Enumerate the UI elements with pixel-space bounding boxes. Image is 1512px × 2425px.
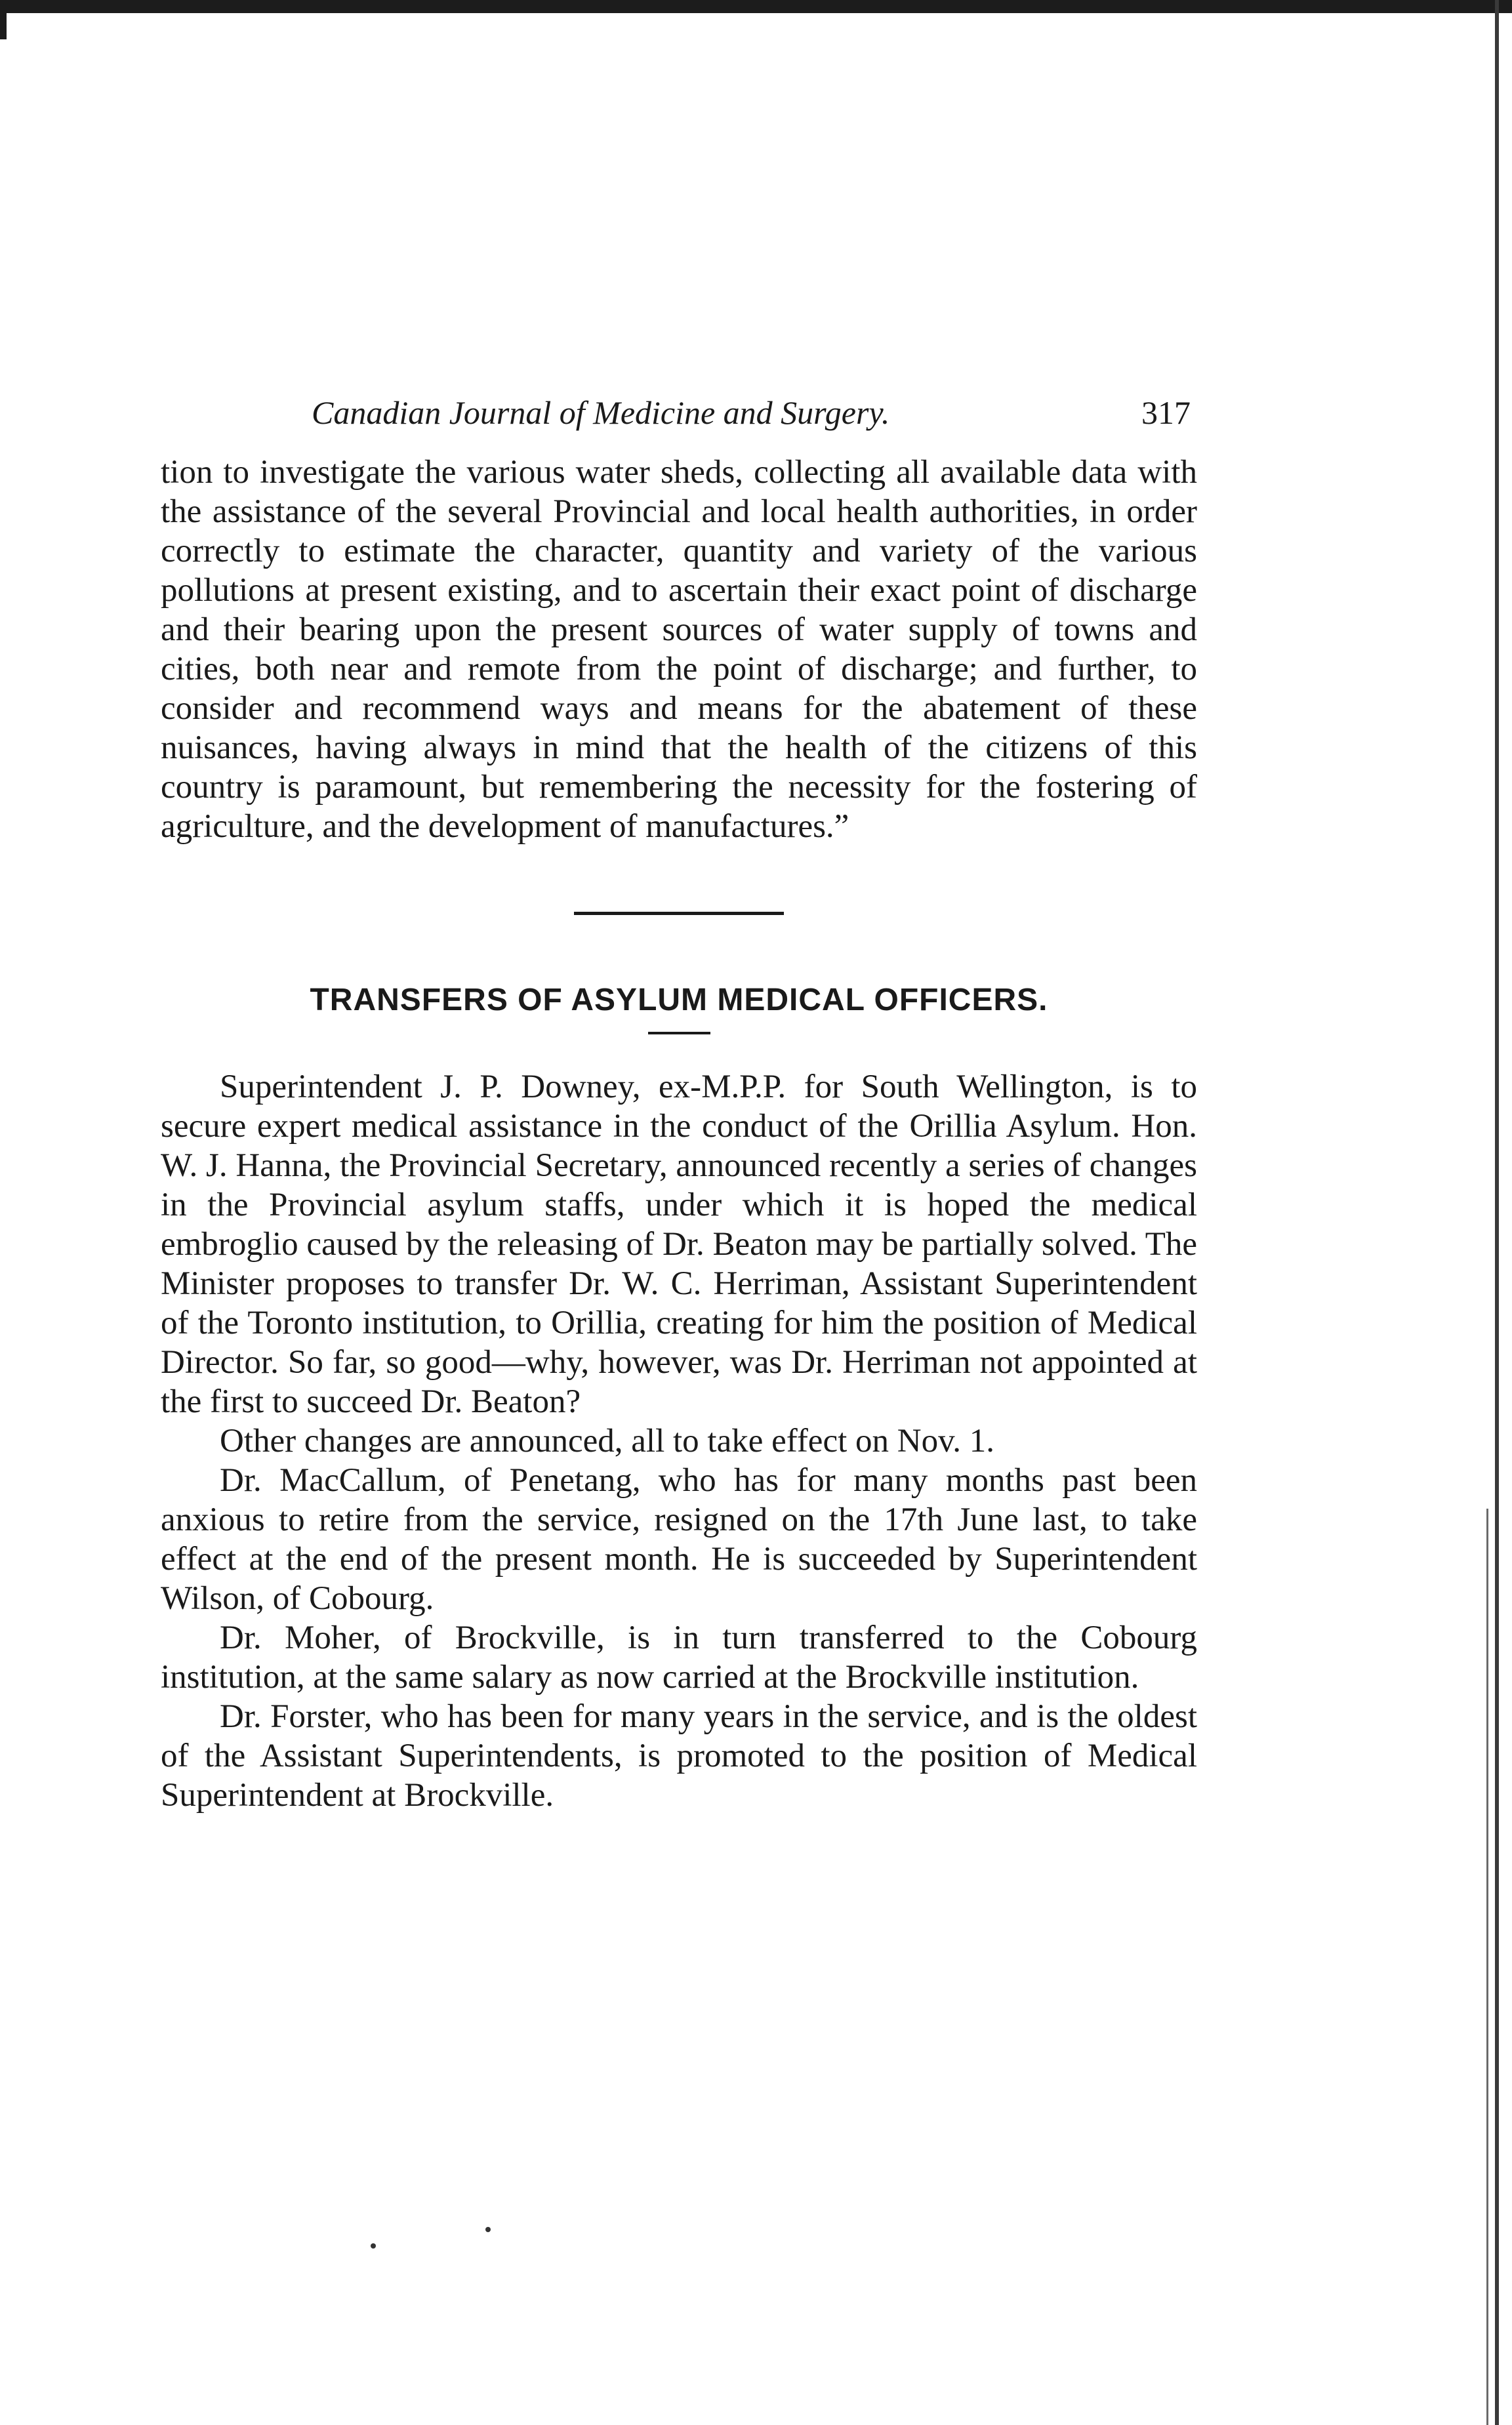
scan-border-top <box>0 0 1512 13</box>
journal-title: Canadian Journal of Medicine and Surgery. <box>312 394 890 431</box>
article-paragraph: Other changes are announced, all to take effect on Nov. 1. <box>220 1423 995 1459</box>
scan-border-right <box>1495 0 1499 2425</box>
scan-border-corner <box>0 0 7 39</box>
scan-border-right-inner <box>1486 1509 1488 2425</box>
scan-speck <box>371 2243 376 2249</box>
section-divider <box>574 912 784 915</box>
page-number: 317 <box>1141 394 1191 431</box>
running-head <box>161 394 1197 453</box>
scan-speck <box>485 2227 491 2232</box>
article-paragraph: Dr. Forster, who has been for many years in the service, and is the oldest of the Assistant Superintendents, is promoted to the position of Medical Superintendent at Brockville. <box>161 1698 1197 1814</box>
page <box>161 394 1197 1815</box>
article-title: TRANSFERS OF ASYLUM MEDICAL OFFICERS. <box>310 983 1048 1017</box>
article-paragraph: Dr. MacCallum, of Penetang, who has for many months past been anxious to retire from the service, resigned on the 17th June last, to take effect at the end of the present month. He is succeeded by Superintendent Wilson, of Cobourg. <box>161 1462 1197 1617</box>
title-underline <box>648 1032 710 1034</box>
article-paragraph: Dr. Moher, of Brockville, is in turn transferred to the Cobourg institution, at the same salary as now carried at the Brockville institution. <box>161 1620 1197 1696</box>
article-paragraph: Superintendent J. P. Downey, ex-M.P.P. for South Wellington, is to secure expert medical assistance in the conduct of the Orillia Asylum. Hon. W. J. Hanna, the Provincial Secretary, announced recently a series of changes in the Provincial asylum staffs, under which it is hoped the medical embroglio caused by the releasing of Dr. Beaton may be partially solved. The Minister proposes to transfer Dr. W. C. Herriman, Assistant Superintendent of the Toronto institution, to Orillia, creating for him the position of Medical Director. So far, so good—why, however, was Dr. Herriman not appointed at the first to succeed Dr. Beaton? <box>161 1069 1197 1420</box>
continued-paragraph: tion to investigate the various water sheds, collecting all available data with the assistance of the several Provincial and local health authorities, in order correctly to estimate the character, quantity and variety of the various pollutions at present existing, and to ascertain their exact point of discharge and their bearing upon the present sources of water supply of towns and cities, both near and remote from the point of discharge; and further, to consider and recommend ways and means for the abatement of these nuisances, having always in mind that the health of the citizens of this country is paramount, but remembering the necessity for the fostering of agriculture, and the development of manufactures.” <box>161 454 1197 845</box>
